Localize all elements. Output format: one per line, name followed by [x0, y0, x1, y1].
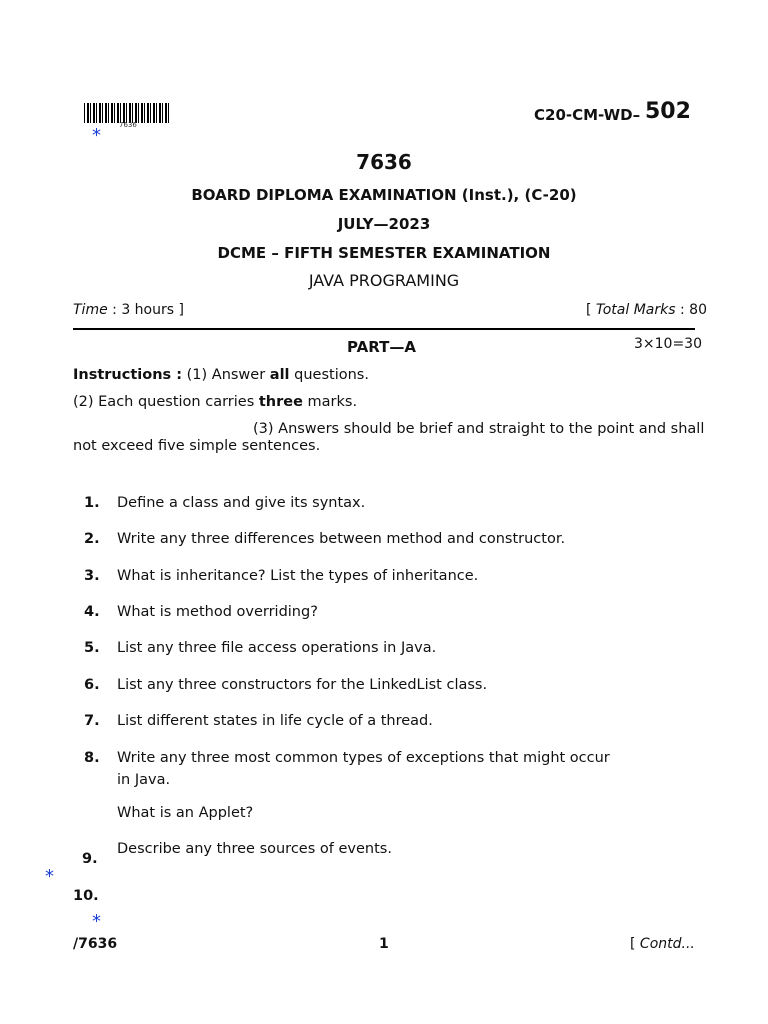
question-text: List different states in life cycle of a thread. [117, 713, 433, 729]
question-number: 10. [73, 888, 99, 904]
subject-title: JAVA PROGRAMING [308, 271, 460, 290]
page-number: 1 [379, 936, 389, 952]
paper-code-number: 502 [645, 99, 691, 124]
instruction-2-emphasis: three [258, 394, 303, 410]
footer-contd [630, 936, 695, 952]
question-number: 3. [84, 568, 100, 584]
question-number: 7. [84, 713, 100, 729]
question-number: 8. [84, 750, 100, 766]
time-value: : 3 hours ] [112, 302, 184, 318]
instruction-3-line-2: not exceed five simple sentences. [73, 438, 321, 454]
part-title: PART—A [347, 338, 416, 356]
question-text: Describe any three sources of events. [117, 841, 392, 857]
instructions-label: Instructions : [73, 367, 183, 383]
exam-name: DCME – FIFTH SEMESTER EXAMINATION [217, 244, 551, 262]
question-number: 4. [84, 604, 100, 620]
star-mark: * [92, 125, 101, 146]
barcode [84, 103, 170, 123]
marks-open-bracket: [ [586, 302, 592, 318]
barcode-number: 7636 [119, 121, 137, 129]
contd-bracket: [ [630, 936, 636, 952]
question-text: List any three file access operations in Java. [117, 640, 437, 656]
question-number: 9. [82, 851, 98, 867]
question-number: 2. [84, 531, 100, 547]
marks-value: : 80 [680, 302, 707, 318]
instruction-2-text: (2) Each question carries [73, 394, 255, 410]
instruction-1-emphasis: all [269, 367, 290, 383]
board-title: BOARD DIPLOMA EXAMINATION (Inst.), (C-20) [191, 186, 577, 204]
instruction-3-line-1: (3) Answers should be brief and straight to the point and shall [253, 421, 705, 437]
footer-paper-code: /7636 [73, 936, 118, 952]
instruction-1 [73, 367, 369, 383]
question-number: 5. [84, 640, 100, 656]
part-marks: 3×10=30 [634, 336, 702, 352]
instruction-1-text: (1) Answer [186, 367, 266, 383]
time-info [73, 302, 184, 318]
star-mark: * [92, 911, 101, 932]
question-text: What is inheritance? List the types of inheritance. [117, 568, 479, 584]
question-number: 1. [84, 495, 100, 511]
time-label: Time [73, 302, 108, 318]
paper-number: 7636 [356, 150, 412, 174]
paper-code-prefix: C20-CM-WD– [534, 106, 641, 124]
question-text: Write any three most common types of exceptions that might occur in Java. [117, 750, 610, 788]
marks-info [586, 302, 707, 318]
instruction-2 [73, 394, 357, 410]
question-text: List any three constructors for the LinkedList class. [117, 677, 488, 693]
question-text: Write any three differences between method and constructor. [117, 531, 566, 547]
exam-session: JULY—2023 [337, 215, 431, 233]
marks-label: Total Marks [595, 302, 676, 318]
question-text: What is method overriding? [117, 604, 318, 620]
instruction-1-end: questions. [294, 367, 369, 383]
star-mark: * [45, 866, 54, 887]
instruction-2-end: marks. [307, 394, 358, 410]
question-text: What is an Applet? [117, 805, 254, 821]
contd-text: Contd... [639, 936, 695, 952]
question-text: Define a class and give its syntax. [117, 495, 366, 511]
question-number: 6. [84, 677, 100, 693]
header-divider [73, 328, 695, 330]
